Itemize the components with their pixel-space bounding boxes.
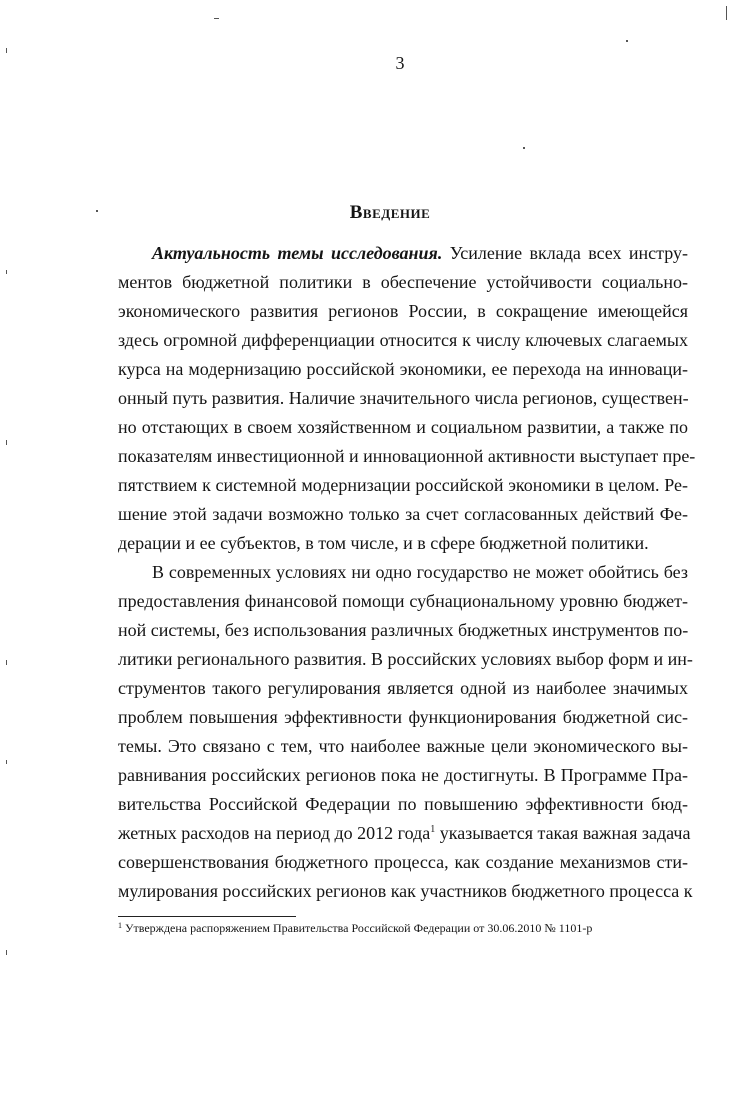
paragraph-1-line: ментов бюджетной политики в обеспечение устойчивости социально- — [118, 272, 688, 292]
scan-speck — [6, 950, 7, 955]
paragraph-2-line: мулирования российских регионов как участников бюджетного процесса к — [118, 881, 693, 901]
footnote-reference: 1 — [430, 824, 436, 835]
scan-speck — [96, 210, 98, 212]
paragraph-2-line: предоставления финансовой помощи субнациональному уровню бюджет- — [118, 591, 688, 611]
paragraph-2-line: литики регионального развития. В российских условиях выбор форм и ин- — [118, 649, 693, 669]
scan-speck — [214, 18, 219, 19]
paragraph-2-line: В современных условиях ни одно государство не может обойтись без — [152, 562, 688, 582]
paragraph-1-line: онный путь развития. Наличие значительного числа регионов, существен- — [118, 388, 689, 408]
footnote-separator — [118, 916, 296, 917]
paragraph-2-line: вительства Российской Федерации по повышению эффективности бюд- — [118, 794, 688, 814]
paragraph-2-line-with-footnote-ref — [118, 822, 691, 844]
ref-line-after: указывается такая важная задача — [435, 823, 691, 843]
paragraph-2-line: проблем повышения эффективности функционирования бюджетной сис- — [118, 707, 688, 727]
paragraph-1-line: дерации и ее субъектов, в том числе, и в сфере бюджетной политики. — [118, 533, 649, 553]
ref-line-before: жетных расходов на период до 2012 года — [118, 823, 431, 843]
paragraph-1-line: показателям инвестиционной и инновационной активности выступает пре- — [118, 446, 696, 466]
footnote — [118, 921, 592, 936]
footnote-marker: 1 — [118, 921, 122, 930]
paragraph-1-line: здесь огромной дифференциации относится к числу ключевых слагаемых — [118, 330, 688, 350]
scan-speck — [6, 760, 7, 764]
paragraph-2-line: струментов такого регулирования является одной из наиболее значимых — [118, 678, 688, 698]
scan-speck — [6, 440, 7, 445]
paragraph-1-line: шение этой задачи возможно только за счет согласованных действий Фе- — [118, 504, 688, 524]
relevance-lead-phrase: Актуальность темы исследования. — [152, 243, 443, 263]
scan-speck — [6, 48, 7, 53]
paragraph-1-line: курса на модернизацию российской экономики, ее перехода на инноваци- — [118, 359, 688, 379]
paragraph-1-line: но отстающих в своем хозяйственном и социальном развитии, а также по — [118, 417, 688, 437]
paragraph-1-line: экономического развития регионов России, в сокращение имеющейся — [118, 301, 688, 321]
paragraph-2-line: совершенствования бюджетного процесса, как создание механизмов сти- — [118, 852, 688, 872]
paragraph-1-line-1 — [152, 242, 688, 264]
page-number: 3 — [395, 53, 405, 73]
scan-speck — [6, 660, 7, 665]
scan-speck — [6, 270, 7, 274]
paragraph-1-line-1-rest: Усиление вклада всех инстру- — [449, 243, 689, 263]
footnote-text: Утверждена распоряжением Правительства Российской Федерации от 30.06.2010 № 1101-р — [122, 921, 593, 935]
paragraph-2-line: ной системы, без использования различных бюджетных инструментов по- — [118, 620, 689, 640]
scan-speck — [626, 40, 628, 42]
section-heading: Введение — [349, 202, 431, 223]
scan-speck — [523, 147, 525, 149]
paragraph-1-line: пятствием к системной модернизации российской экономики в целом. Ре- — [118, 475, 688, 495]
paragraph-2-line: темы. Это связано с тем, что наиболее важные цели экономического вы- — [118, 736, 688, 756]
scan-speck — [726, 6, 727, 20]
paragraph-2-line: равнивания российских регионов пока не достигнуты. В Программе Пра- — [118, 765, 688, 785]
